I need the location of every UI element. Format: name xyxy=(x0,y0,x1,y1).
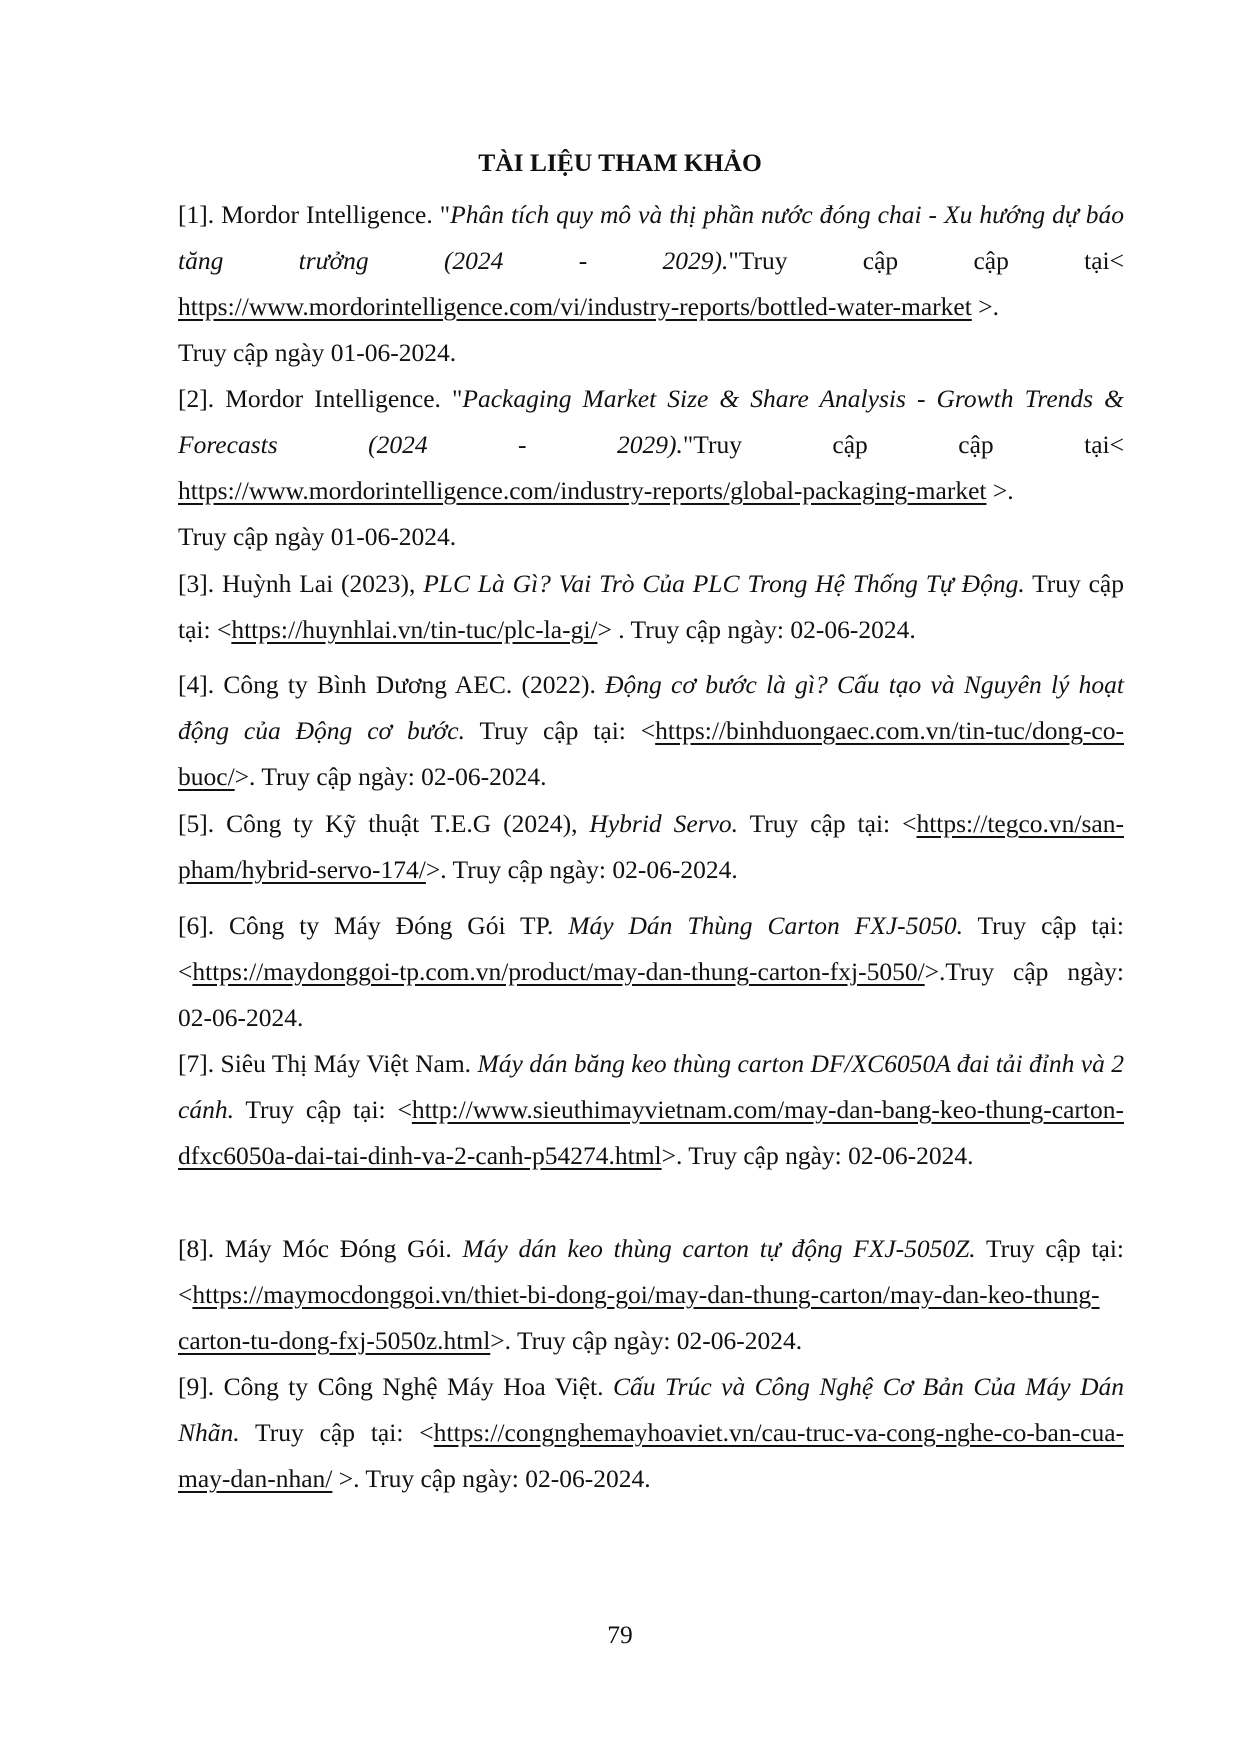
reference-number: [2]. xyxy=(178,384,226,413)
reference-item-4 xyxy=(178,662,1124,800)
reference-link[interactable]: http://www.sieuthimayvietnam.com/may-dan-bang-keo-thung-carton-dfxc6050a-dai-tai-dinh-va-2-canh-p54274.html xyxy=(178,1095,1124,1170)
reference-title: Máy Dán Thùng Carton FXJ-5050. xyxy=(568,911,964,940)
reference-access-prefix: Truy cập tại:< xyxy=(178,911,1125,986)
reference-access-suffix: > . Truy cập ngày: 02-06-2024. xyxy=(597,615,916,644)
reference-access-suffix: >. Truy cập ngày: 02-06-2024. xyxy=(234,762,547,791)
reference-number: [4]. xyxy=(178,670,224,699)
reference-link[interactable]: https://tegco.vn/san-pham/hybrid-servo-174/ xyxy=(178,809,1124,884)
reference-author: Máy Móc Đóng Gói. xyxy=(224,1234,463,1263)
reference-title: Cấu Trúc và Công Nghệ Cơ Bản Của Máy Dán Nhãn. xyxy=(178,1372,1124,1447)
reference-item-2 xyxy=(178,376,1124,560)
reference-author: Công ty Công Nghệ Máy Hoa Việt. xyxy=(223,1372,613,1401)
page-title: TÀI LIỆU THAM KHẢO xyxy=(478,148,762,177)
reference-author: Huỳnh Lai (2023), xyxy=(221,569,424,598)
reference-item-9 xyxy=(178,1364,1124,1502)
reference-access-date: Truy cập ngày 01-06-2024. xyxy=(178,522,457,551)
reference-item-5 xyxy=(178,801,1124,893)
reference-access-prefix: "Truy cập cập tại< xyxy=(682,430,1124,459)
reference-title: Máy dán keo thùng carton tự động FXJ-5050Z. xyxy=(462,1234,976,1263)
reference-author: Siêu Thị Máy Việt Nam. xyxy=(220,1049,478,1078)
reference-item-6 xyxy=(178,903,1124,1041)
reference-title: Hybrid Servo. xyxy=(589,809,739,838)
reference-number: [6]. xyxy=(178,911,230,940)
reference-link[interactable]: https://www.mordorintelligence.com/vi/industry-reports/bottled-water-market xyxy=(178,292,972,321)
reference-link[interactable]: https://www.mordorintelligence.com/industry-reports/global-packaging-market xyxy=(178,476,987,505)
reference-number: [8]. xyxy=(178,1234,225,1263)
reference-access-suffix: >. xyxy=(986,476,1014,505)
reference-author: Mordor Intelligence. " xyxy=(221,200,451,229)
reference-author: Mordor Intelligence. " xyxy=(225,384,463,413)
reference-number: [7]. xyxy=(178,1049,221,1078)
reference-access-suffix: >. Truy cập ngày: 02-06-2024. xyxy=(332,1464,651,1493)
reference-author: Công ty Máy Đóng Gói TP. xyxy=(229,911,569,940)
reference-link[interactable]: https://huynhlai.vn/tin-tuc/plc-la-gi/ xyxy=(231,615,598,644)
reference-access-suffix: >.Truy cập ngày: 02-06-2024. xyxy=(178,957,1124,1032)
reference-access-prefix: "Truy cập cập tại< xyxy=(728,246,1124,275)
reference-number: [5]. xyxy=(178,809,227,838)
reference-link[interactable]: https://congnghemayhoaviet.vn/cau-truc-va-cong-nghe-co-ban-cua-may-dan-nhan/ xyxy=(178,1418,1124,1493)
reference-access-suffix: >. xyxy=(971,292,999,321)
reference-access-prefix: Truy cập tại: < xyxy=(239,1418,434,1447)
reference-access-prefix: Truy cập tại: < xyxy=(178,1234,1125,1309)
reference-link[interactable]: https://maymocdonggoi.vn/thiet-bi-dong-goi/may-dan-thung-carton/may-dan-keo-thung-carton-tu-dong-fxj-5050z.html xyxy=(178,1280,1100,1355)
reference-access-date: Truy cập ngày 01-06-2024. xyxy=(178,338,457,367)
reference-item-8 xyxy=(178,1226,1124,1364)
reference-number: [3]. xyxy=(178,569,222,598)
reference-number: [1]. xyxy=(178,200,222,229)
reference-item-7 xyxy=(178,1041,1124,1179)
reference-access-prefix: Truy cập tại: < xyxy=(233,1095,412,1124)
reference-access-prefix: Truy cập tại: < xyxy=(178,569,1124,644)
reference-author: Công ty Kỹ thuật T.E.G (2024), xyxy=(226,809,590,838)
reference-link[interactable]: https://maydonggoi-tp.com.vn/product/may-dan-thung-carton-fxj-5050/ xyxy=(192,957,925,986)
reference-item-3 xyxy=(178,561,1124,653)
reference-access-suffix: >. Truy cập ngày: 02-06-2024. xyxy=(490,1326,803,1355)
reference-item-1 xyxy=(178,192,1124,376)
reference-access-prefix: Truy cập tại: < xyxy=(738,809,917,838)
reference-title: PLC Là Gì? Vai Trò Của PLC Trong Hệ Thống Tự Động. xyxy=(423,569,1025,598)
reference-access-suffix: >. Truy cập ngày: 02-06-2024. xyxy=(661,1141,974,1170)
reference-title: Phân tích quy mô và thị phần nước đóng chai - Xu hướng dự báo tăng trưởng (2024 - 2029). xyxy=(178,200,1125,275)
reference-link[interactable]: https://binhduongaec.com.vn/tin-tuc/dong-co-buoc/ xyxy=(178,716,1124,791)
page-number: 79 xyxy=(607,1620,633,1649)
reference-title: Động cơ bước là gì? Cấu tạo và Nguyên lý hoạt động của Động cơ bước. xyxy=(178,670,1125,745)
reference-title: Máy dán băng keo thùng carton DF/XC6050A đai tải đỉnh và 2 cánh. xyxy=(178,1049,1125,1124)
reference-access-prefix: Truy cập tại: < xyxy=(465,716,656,745)
reference-access-suffix: >. Truy cập ngày: 02-06-2024. xyxy=(425,855,738,884)
reference-author: Công ty Bình Dương AEC. (2022). xyxy=(223,670,606,699)
reference-number: [9]. xyxy=(178,1372,224,1401)
reference-title: Packaging Market Size & Share Analysis - Growth Trends & Forecasts (2024 - 2029). xyxy=(178,384,1124,459)
